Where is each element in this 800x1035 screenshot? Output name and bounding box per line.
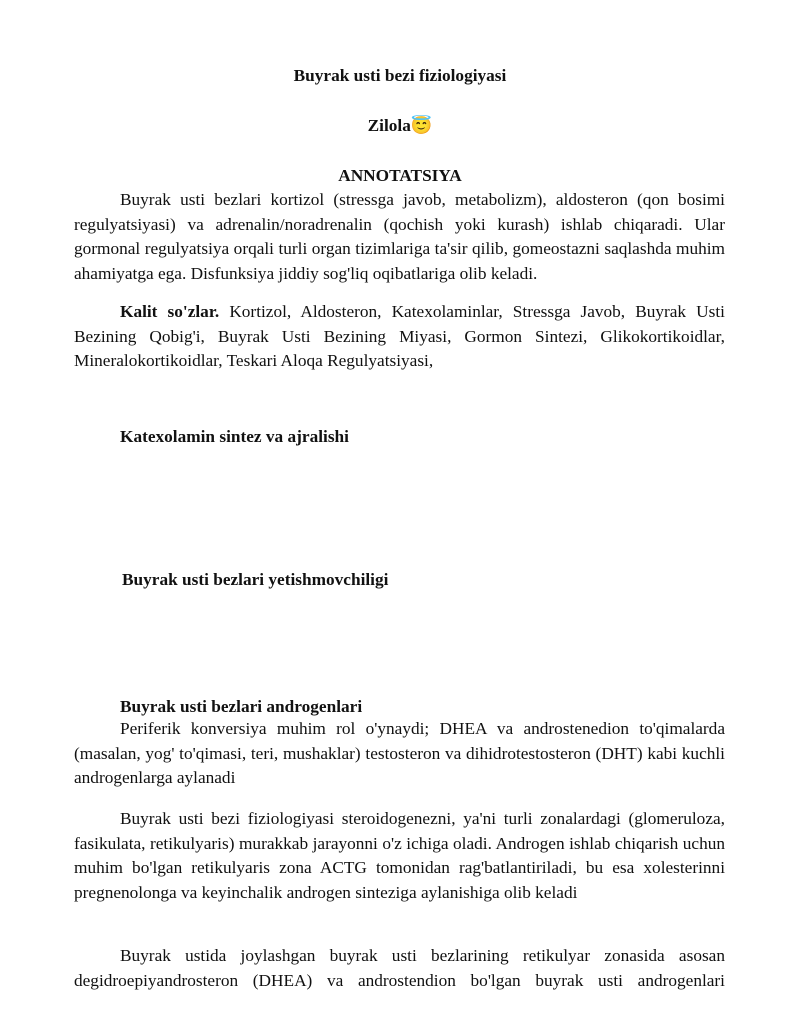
abstract-paragraph: Buyrak usti bezlari kortizol (stressga javob, metabolizm), aldosteron (qon bosimi regulyatsiyasi) va adrenalin/noradrenalin (qochish yoki kurash) ishlab chiqaradi. Ular gormonal regulyatsiya orqali turli organ tizimlariga ta'sir qilib, gomeostazni saqlashda muhim ahamiyatga ega. Disfunksiya jiddiy sog'liq oqibatlariga olib keladi. (74, 190, 725, 283)
section-heading-androgenlari: Buyrak usti bezlari androgenlari (120, 697, 363, 716)
body-paragraph-3: Buyrak ustida joylashgan buyrak usti bezlarining retikulyar zonasida asosan degidroepiyandrosteron (DHEA) va androstendion bo'lgan buyrak usti androgenlari (74, 946, 725, 990)
abstract-heading: ANNOTATSIYA (338, 166, 462, 185)
body-paragraph-1: Periferik konversiya muhim rol o'ynaydi; DHEA va androstenedion to'qimalarda (masalan, yog' to'qimasi, teri, mushaklar) testosteron va dihidrotestosteron (DHT) kabi kuchli androgenlarga aylanadi (74, 719, 725, 787)
body-paragraph-2: Buyrak usti bezi fiziologiyasi steroidogenezni, ya'ni turli zonalardagi (glomeruloza, fasikulata, retikulyaris) murakkab jarayonni o'z ichiga oladi. Androgen ishlab chiqarish uchun muhim bo'lgan retikulyaris zona ACTG tomonidan rag'batlantiriladi, bu esa xolesterinni pregnenolonga va keyinchalik androgen sinteziga aylanishiga olib keladi (74, 809, 725, 902)
section-heading-yetishmovchiligi: Buyrak usti bezlari yetishmovchiligi (122, 570, 389, 589)
section-heading-katexolamin: Katexolamin sintez va ajralishi (120, 427, 349, 446)
document-title: Buyrak usti bezi fiziologiyasi (293, 66, 507, 85)
keywords-label: Kalit so'zlar. (120, 302, 220, 321)
keywords-paragraph (74, 300, 725, 374)
document-author: Zilola😇 (367, 116, 433, 135)
keywords-list: Kortizol, Aldosteron, Katexolaminlar, Stressga Javob, Buyrak Usti Bezining Qobig'i, Buyrak Usti Bezining Miyasi, Gormon Sintezi, Glikokortikoidlar, Mineralokortikoidlar, Teskari Aloqa Regulyatsiyasi, (74, 302, 725, 370)
